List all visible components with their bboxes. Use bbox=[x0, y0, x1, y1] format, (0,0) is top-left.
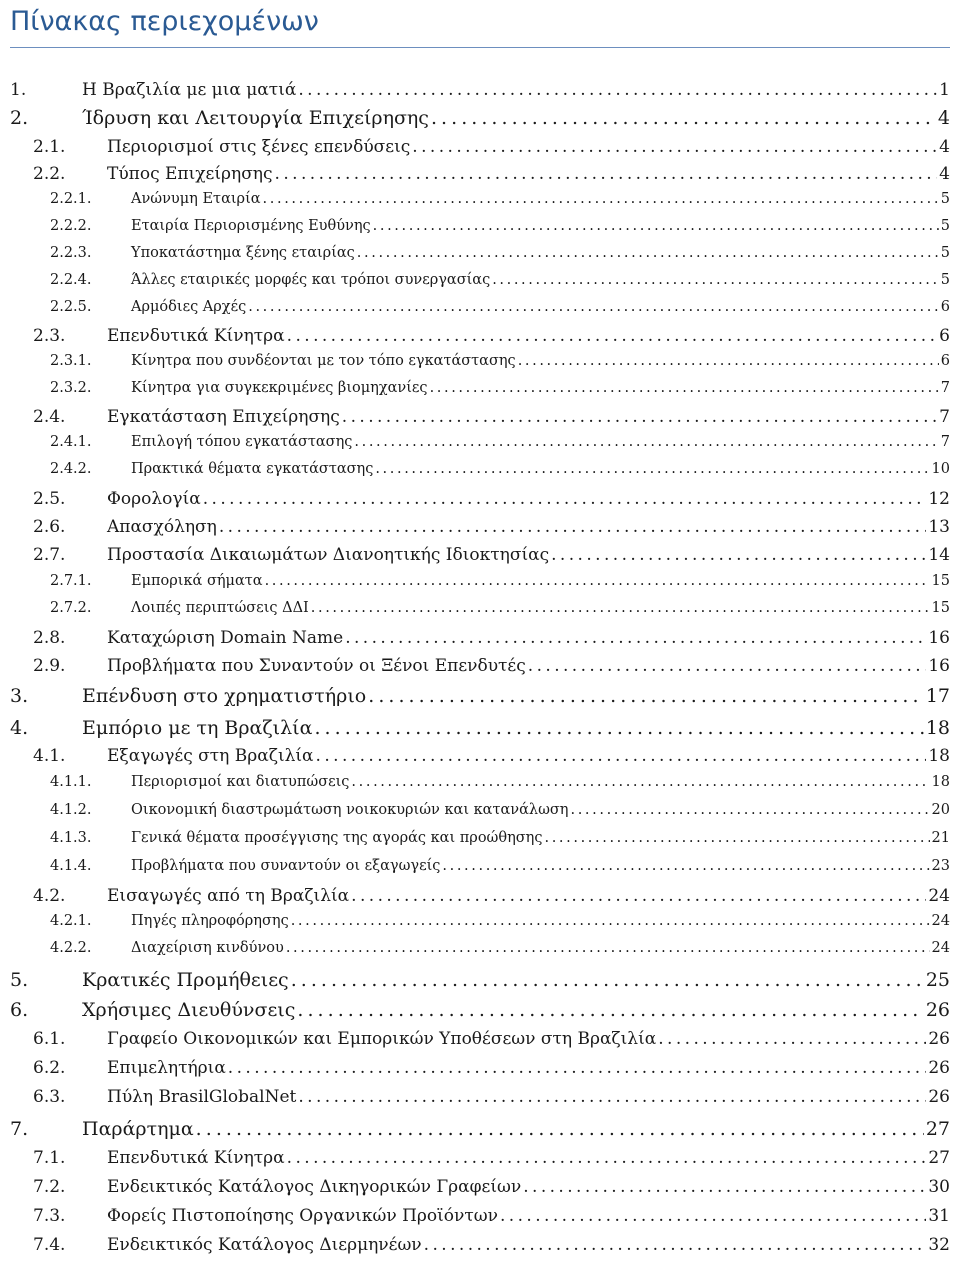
toc-entry-number: 2.2.4. bbox=[50, 272, 92, 288]
toc-entry-body bbox=[107, 517, 950, 537]
toc-entry-title: Επένδυση στο χρηματιστήριο bbox=[82, 685, 367, 707]
toc-entry-number: 7.4. bbox=[33, 1235, 66, 1255]
toc-entry-body bbox=[107, 164, 950, 184]
toc-entry-number: 2.2.1. bbox=[50, 191, 92, 207]
toc-dot-leader bbox=[431, 107, 936, 129]
toc-entry-number: 2.7. bbox=[33, 545, 66, 565]
toc-dot-leader bbox=[430, 380, 939, 396]
toc-entry-number: 6.2. bbox=[33, 1058, 66, 1078]
toc-entry-title: Πηγές πληροφόρησης bbox=[131, 913, 289, 929]
toc-entry-title: Προβλήματα που Συναντούν οι Ξένοι Επενδυτές bbox=[107, 656, 526, 676]
toc-entry-title: Επιμελητήρια bbox=[107, 1058, 226, 1078]
toc-entry-number: 2.3.2. bbox=[50, 380, 92, 396]
toc-entry-page: 16 bbox=[928, 628, 950, 648]
toc-entry-number: 2.7.2. bbox=[50, 600, 92, 616]
toc-entry-number: 7.3. bbox=[33, 1206, 66, 1226]
toc-entry-body bbox=[107, 545, 950, 565]
toc-entry-number: 7.1. bbox=[33, 1148, 66, 1168]
toc-dot-leader bbox=[354, 434, 938, 450]
toc-entry-page: 4 bbox=[939, 137, 950, 157]
toc-entry-body bbox=[107, 886, 950, 906]
toc-entry-body bbox=[82, 80, 950, 100]
toc-entry-page: 27 bbox=[925, 1118, 950, 1140]
toc-entry-page: 25 bbox=[925, 969, 950, 991]
toc-entry-title: Κρατικές Προμήθειες bbox=[82, 969, 289, 991]
toc-entry-body bbox=[131, 600, 950, 616]
toc-dot-leader bbox=[500, 1206, 926, 1226]
toc-entry-page: 24 bbox=[928, 886, 950, 906]
toc-entry-title: Περιορισμοί στις ξένες επενδύσεις bbox=[107, 137, 411, 157]
toc-dot-leader bbox=[545, 830, 930, 846]
toc-dot-leader bbox=[528, 656, 927, 676]
toc-entry-page: 27 bbox=[928, 1148, 950, 1168]
toc-entry-page: 18 bbox=[931, 774, 950, 790]
toc-heading: Πίνακας περιεχομένων bbox=[10, 0, 950, 48]
toc-entry-body bbox=[107, 656, 950, 676]
toc-dot-leader bbox=[551, 545, 926, 565]
toc-entry-body bbox=[131, 245, 950, 261]
toc-dot-leader bbox=[375, 461, 929, 477]
toc-entry-body bbox=[107, 746, 950, 766]
toc-entry-body bbox=[131, 573, 950, 589]
toc-dot-leader bbox=[314, 717, 923, 739]
toc-entry-page: 30 bbox=[928, 1177, 950, 1197]
toc-entry-page: 6 bbox=[939, 326, 950, 346]
toc-entry-page: 12 bbox=[928, 489, 950, 509]
toc-dot-leader bbox=[297, 999, 923, 1021]
toc-dot-leader bbox=[219, 517, 927, 537]
toc-entry-body bbox=[131, 299, 950, 315]
toc-dot-leader bbox=[203, 489, 927, 509]
toc-entry-page: 31 bbox=[928, 1206, 950, 1226]
toc-entry-number: 4.2.2. bbox=[50, 940, 92, 956]
toc-entry-number: 4.1.3. bbox=[50, 830, 92, 846]
toc-entry-title: Εγκατάσταση Επιχείρησης bbox=[107, 407, 340, 427]
toc-entry-page: 26 bbox=[928, 1087, 950, 1107]
toc-entry-title: Εταιρία Περιορισμένης Ευθύνης bbox=[131, 218, 371, 234]
toc-dot-leader bbox=[316, 746, 927, 766]
toc-dot-leader bbox=[311, 600, 930, 616]
toc-dot-leader bbox=[286, 940, 930, 956]
toc-entry-number: 3. bbox=[10, 685, 29, 707]
toc-entry-title: Γραφείο Οικονομικών και Εμπορικών Υποθέσεων στη Βραζιλία bbox=[107, 1029, 657, 1049]
toc-entry-title: Προστασία Δικαιωμάτων Διανοητικής Ιδιοκτησίας bbox=[107, 545, 550, 565]
toc-dot-leader bbox=[424, 1235, 927, 1255]
toc-entry-title: Οικονομική διαστρωμάτωση νοικοκυριών και κατανάλωση bbox=[131, 802, 569, 818]
toc-entry-page: 23 bbox=[931, 858, 950, 874]
toc-entry-page: 16 bbox=[928, 656, 950, 676]
toc-dot-leader bbox=[571, 802, 930, 818]
toc-entry-body bbox=[131, 434, 950, 450]
toc-entry-number: 2.4.2. bbox=[50, 461, 92, 477]
toc-entry-title: Προβλήματα που συναντούν οι εξαγωγείς bbox=[131, 858, 441, 874]
toc-entry-body bbox=[131, 802, 950, 818]
toc-entry-body bbox=[82, 1118, 950, 1140]
toc-entry-title: Ενδεικτικός Κατάλογος Δικηγορικών Γραφείων bbox=[107, 1177, 522, 1197]
toc-dot-leader bbox=[265, 573, 930, 589]
toc-entry-page: 6 bbox=[940, 299, 950, 315]
toc-entry-body bbox=[107, 1058, 950, 1078]
toc-entry-title: Επενδυτικά Κίνητρα bbox=[107, 1148, 285, 1168]
toc-entry-number: 2.4. bbox=[33, 407, 66, 427]
toc-entry-title: Αρμόδιες Αρχές bbox=[131, 299, 247, 315]
toc-dot-leader bbox=[345, 628, 926, 648]
toc-entry-page: 10 bbox=[931, 461, 950, 477]
toc-entry-title: Πύλη BrasilGlobalNet bbox=[107, 1087, 297, 1107]
toc-entry-body bbox=[107, 1087, 950, 1107]
toc-dot-leader bbox=[298, 80, 937, 100]
toc-entry-number: 2. bbox=[10, 107, 29, 129]
toc-dot-leader bbox=[291, 969, 924, 991]
toc-entry-number: 1. bbox=[10, 80, 27, 100]
toc-entry-page: 26 bbox=[928, 1058, 950, 1078]
toc-dot-leader bbox=[412, 137, 937, 157]
toc-entry-title: Τύπος Επιχείρησης bbox=[107, 164, 273, 184]
toc-dot-leader bbox=[248, 299, 939, 315]
toc-entry-title: Φορείς Πιστοποίησης Οργανικών Προϊόντων bbox=[107, 1206, 498, 1226]
toc-dot-leader bbox=[228, 1058, 927, 1078]
toc-entry-title: Εισαγωγές από τη Βραζιλία bbox=[107, 886, 350, 906]
toc-entry-page: 5 bbox=[940, 191, 950, 207]
toc-dot-leader bbox=[658, 1029, 926, 1049]
toc-entry-title: Φορολογία bbox=[107, 489, 201, 509]
toc-dot-leader bbox=[442, 858, 929, 874]
toc-entry-page: 7 bbox=[940, 380, 950, 396]
toc-entry-title: Απασχόληση bbox=[107, 517, 217, 537]
toc-entry-body bbox=[131, 830, 950, 846]
toc-entry-number: 2.3.1. bbox=[50, 353, 92, 369]
toc-dot-leader bbox=[196, 1118, 924, 1140]
toc-entry-number: 2.2.3. bbox=[50, 245, 92, 261]
toc-entry-body bbox=[107, 326, 950, 346]
toc-dot-leader bbox=[492, 272, 939, 288]
toc-entry-title: Υποκατάστημα ξένης εταιρίας bbox=[131, 245, 355, 261]
toc-entry-body bbox=[107, 407, 950, 427]
toc-entry-title: Καταχώριση Domain Name bbox=[107, 628, 344, 648]
toc-dot-leader bbox=[357, 245, 939, 261]
toc-entry-title: Χρήσιμες Διευθύνσεις bbox=[82, 999, 296, 1021]
toc-entry-body bbox=[131, 774, 950, 790]
toc-entry-page: 7 bbox=[940, 434, 950, 450]
toc-entry-page: 26 bbox=[925, 999, 950, 1021]
toc-entry-number: 2.6. bbox=[33, 517, 66, 537]
toc-entry-body bbox=[131, 218, 950, 234]
toc-entry-number: 6. bbox=[10, 999, 29, 1021]
toc-dot-leader bbox=[287, 326, 938, 346]
toc-entry-page: 21 bbox=[931, 830, 950, 846]
toc-entry-page: 5 bbox=[940, 245, 950, 261]
toc-dot-leader bbox=[368, 685, 924, 707]
toc-entry-title: Λοιπές περιπτώσεις ΔΔΙ bbox=[131, 600, 309, 616]
toc-entry-page: 6 bbox=[940, 353, 950, 369]
toc-entry-page: 13 bbox=[928, 517, 950, 537]
toc-dot-leader bbox=[291, 913, 930, 929]
toc-entry-page: 5 bbox=[940, 218, 950, 234]
toc-entry-body bbox=[107, 1235, 950, 1255]
toc-entry-title: Επιλογή τόπου εγκατάστασης bbox=[131, 434, 353, 450]
toc-entry-title: Εμπορικά σήματα bbox=[131, 573, 263, 589]
toc-entry-page: 24 bbox=[931, 913, 950, 929]
toc-entry-body bbox=[131, 272, 950, 288]
toc-entry-page: 4 bbox=[937, 107, 950, 129]
toc-entry-title: Περιορισμοί και διατυπώσεις bbox=[131, 774, 350, 790]
toc-entry-title: Ανώνυμη Εταιρία bbox=[131, 191, 261, 207]
toc-entry-body bbox=[131, 913, 950, 929]
toc-entry-page: 4 bbox=[939, 164, 950, 184]
toc-entry-body bbox=[82, 685, 950, 707]
toc-entry-body bbox=[107, 489, 950, 509]
toc-entry-page: 20 bbox=[931, 802, 950, 818]
toc-entry-number: 7.2. bbox=[33, 1177, 66, 1197]
toc-entry-page: 14 bbox=[928, 545, 950, 565]
toc-entry-page: 26 bbox=[928, 1029, 950, 1049]
toc-entry-number: 4. bbox=[10, 717, 29, 739]
toc-entry-number: 2.2.2. bbox=[50, 218, 92, 234]
toc-entry-page: 24 bbox=[931, 940, 950, 956]
toc-entry-number: 4.1. bbox=[33, 746, 66, 766]
toc-entry-title: Άλλες εταιρικές μορφές και τρόποι συνεργασίας bbox=[131, 272, 491, 288]
toc-entry-title: Εξαγωγές στη Βραζιλία bbox=[107, 746, 314, 766]
toc-dot-leader bbox=[298, 1087, 926, 1107]
toc-entry-body bbox=[131, 858, 950, 874]
toc-entry-body bbox=[131, 461, 950, 477]
toc-entry-body bbox=[82, 717, 950, 739]
toc-dot-leader bbox=[373, 218, 939, 234]
toc-entry-number: 2.8. bbox=[33, 628, 66, 648]
toc-entry-page: 17 bbox=[925, 685, 950, 707]
toc-dot-leader bbox=[275, 164, 938, 184]
toc-entry-body bbox=[131, 191, 950, 207]
toc-entry-page: 15 bbox=[931, 600, 950, 616]
toc-entry-body bbox=[107, 1029, 950, 1049]
toc-dot-leader bbox=[263, 191, 939, 207]
toc-dot-leader bbox=[523, 1177, 926, 1197]
toc-entry-number: 4.2. bbox=[33, 886, 66, 906]
toc-entry-number: 2.5. bbox=[33, 489, 66, 509]
toc-entry-body bbox=[82, 969, 950, 991]
toc-entry-page: 18 bbox=[925, 717, 950, 739]
toc-entry-number: 2.4.1. bbox=[50, 434, 92, 450]
toc-entry-title: Εμπόριο με τη Βραζιλία bbox=[82, 717, 313, 739]
toc-entry-number: 2.2. bbox=[33, 164, 66, 184]
toc-entry-title: Διαχείριση κινδύνου bbox=[131, 940, 284, 956]
toc-entry-body bbox=[107, 1206, 950, 1226]
toc-dot-leader bbox=[518, 353, 939, 369]
toc-entry-number: 4.2.1. bbox=[50, 913, 92, 929]
toc-entry-number: 2.9. bbox=[33, 656, 66, 676]
toc-entry-page: 15 bbox=[931, 573, 950, 589]
toc-entry-body bbox=[131, 380, 950, 396]
toc-entry-page: 18 bbox=[928, 746, 950, 766]
toc-entry-body bbox=[131, 940, 950, 956]
toc-entry-number: 4.1.2. bbox=[50, 802, 92, 818]
toc-entry-number: 2.1. bbox=[33, 137, 66, 157]
toc-dot-leader bbox=[342, 407, 937, 427]
toc-entry-body bbox=[107, 1148, 950, 1168]
toc-entry-number: 2.2.5. bbox=[50, 299, 92, 315]
toc-entry-body bbox=[131, 353, 950, 369]
toc-entry-number: 4.1.1. bbox=[50, 774, 92, 790]
toc-entry-number: 6.3. bbox=[33, 1087, 66, 1107]
toc-entry-title: Η Βραζιλία με μια ματιά bbox=[82, 80, 297, 100]
toc-entry-number: 4.1.4. bbox=[50, 858, 92, 874]
toc-entry-page: 5 bbox=[940, 272, 950, 288]
toc-entry-body bbox=[107, 137, 950, 157]
toc-dot-leader bbox=[351, 886, 926, 906]
toc-entry-number: 6.1. bbox=[33, 1029, 66, 1049]
toc-entry-number: 2.3. bbox=[33, 326, 66, 346]
toc-entry-title: Ενδεικτικός Κατάλογος Διερμηνέων bbox=[107, 1235, 422, 1255]
toc-entry-body bbox=[107, 1177, 950, 1197]
toc-entry-number: 5. bbox=[10, 969, 29, 991]
toc-entry-title: Κίνητρα για συγκεκριμένες βιομηχανίες bbox=[131, 380, 428, 396]
toc-entry-title: Επενδυτικά Κίνητρα bbox=[107, 326, 285, 346]
toc-entry-title: Κίνητρα που συνδέονται με τον τόπο εγκατάστασης bbox=[131, 353, 516, 369]
toc-entry-number: 7. bbox=[10, 1118, 29, 1140]
toc-entry-body bbox=[107, 628, 950, 648]
toc-entry-page: 7 bbox=[939, 407, 950, 427]
toc-entry-page: 1 bbox=[939, 80, 950, 100]
toc-entry-title: Γενικά θέματα προσέγγισης της αγοράς και προώθησης bbox=[131, 830, 543, 846]
toc-entry-body bbox=[82, 999, 950, 1021]
toc-entry-body bbox=[82, 107, 950, 129]
toc-entry-title: Πρακτικά θέματα εγκατάστασης bbox=[131, 461, 374, 477]
toc-entry-title: Παράρτημα bbox=[82, 1118, 194, 1140]
toc-dot-leader bbox=[351, 774, 929, 790]
toc-dot-leader bbox=[287, 1148, 927, 1168]
toc-entry-title: Ίδρυση και Λειτουργία Επιχείρησης bbox=[82, 107, 429, 129]
toc-entry-page: 32 bbox=[928, 1235, 950, 1255]
toc-entry-number: 2.7.1. bbox=[50, 573, 92, 589]
